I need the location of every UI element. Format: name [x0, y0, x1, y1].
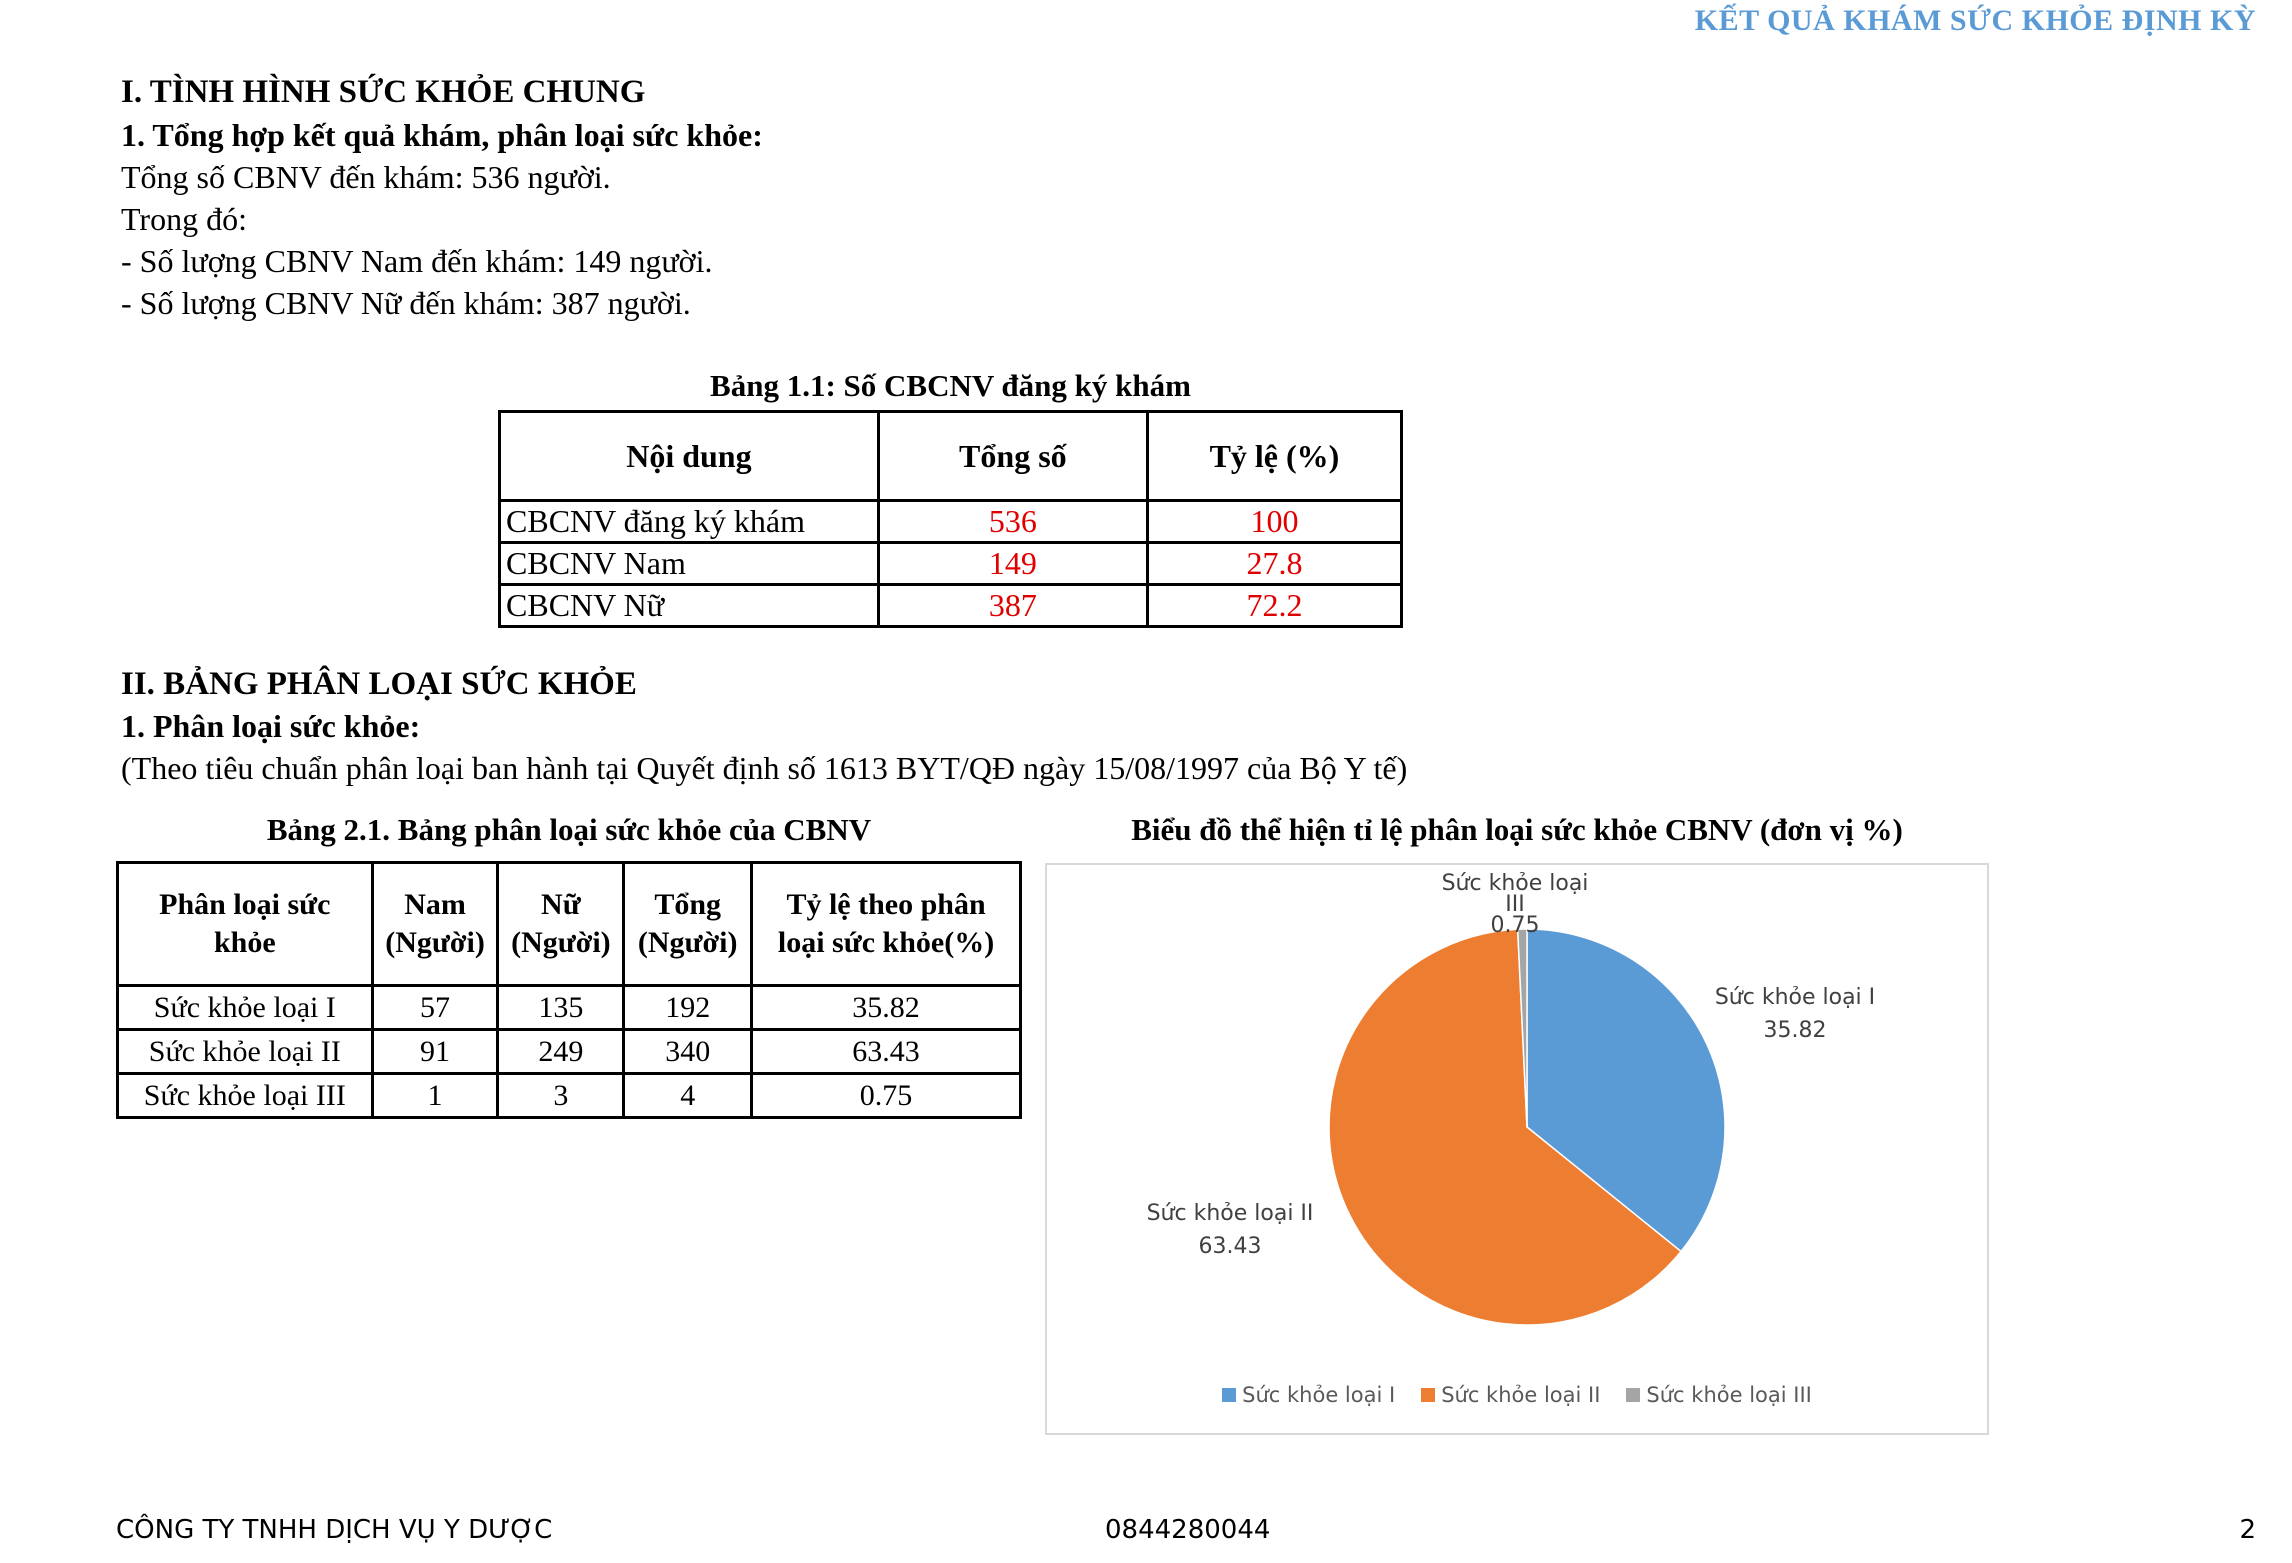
column-header: Tỷ lệ theo phân loại sức khỏe(%) — [752, 863, 1021, 986]
pie-chart — [1045, 863, 1989, 1435]
footer-page-number: 2 — [2239, 1515, 2256, 1545]
female-cell: 135 — [498, 986, 624, 1030]
table-row — [500, 543, 1402, 585]
data-label-class-3: Sức khỏe loại III 0.75 — [1441, 871, 1589, 938]
total-cell: 192 — [624, 986, 752, 1030]
footer-phone: 0844280044 — [1105, 1515, 1271, 1545]
table-1-caption: Bảng 1.1: Số CBCNV đăng ký khám — [710, 368, 1191, 403]
legend-swatch-blue — [1222, 1388, 1236, 1402]
row-label: CBCNV Nữ — [500, 585, 879, 627]
total-cell: 4 — [624, 1074, 752, 1118]
male-cell: 91 — [372, 1030, 498, 1074]
column-header: Tổng (Người) — [624, 863, 752, 986]
class-cell: Sức khỏe loại III — [118, 1074, 373, 1118]
section-2-subheading: 1. Phân loại sức khỏe: — [121, 708, 421, 744]
registration-table — [498, 410, 1403, 628]
data-label-class-1: Sức khỏe loại I 35.82 — [1714, 985, 1876, 1043]
table-row — [118, 1074, 1021, 1118]
table-header-row — [118, 863, 1021, 986]
percent-cell: 72.2 — [1147, 585, 1401, 627]
column-header: Tỷ lệ (%) — [1147, 412, 1401, 501]
female-cell: 249 — [498, 1030, 624, 1074]
legend-item: Sức khỏe loại II — [1421, 1383, 1600, 1407]
row-label: CBCNV Nam — [500, 543, 879, 585]
document-header-title: KẾT QUẢ KHÁM SỨC KHỎE ĐỊNH KỲ — [1694, 4, 2256, 37]
total-cell: 387 — [878, 585, 1147, 627]
chart-legend — [1045, 1383, 1989, 1407]
table-row — [118, 1030, 1021, 1074]
section-1-heading: I. TÌNH HÌNH SỨC KHỎE CHUNG — [121, 74, 646, 110]
breakdown-label: Trong đó: — [121, 201, 247, 237]
legend-swatch-orange — [1421, 1388, 1435, 1402]
table-row — [500, 501, 1402, 543]
male-cell: 57 — [372, 986, 498, 1030]
data-label-class-2: Sức khỏe loại II 63.43 — [1146, 1201, 1314, 1259]
legend-item: Sức khỏe loại III — [1626, 1383, 1811, 1407]
class-cell: Sức khỏe loại II — [118, 1030, 373, 1074]
total-staff-line: Tổng số CBNV đến khám: 536 người. — [121, 159, 611, 195]
class-cell: Sức khỏe loại I — [118, 986, 373, 1030]
chart-title: Biểu đồ thể hiện tỉ lệ phân loại sức khỏe CBNV (đơn vị %) — [1131, 812, 1903, 847]
legend-item: Sức khỏe loại I — [1222, 1383, 1395, 1407]
row-label: CBCNV đăng ký khám — [500, 501, 879, 543]
male-cell: 1 — [372, 1074, 498, 1118]
column-header: Tổng số — [878, 412, 1147, 501]
column-header: Nam (Người) — [372, 863, 498, 986]
female-cell: 3 — [498, 1074, 624, 1118]
percent-cell: 0.75 — [752, 1074, 1021, 1118]
column-header: Phân loại sức khỏe — [118, 863, 373, 986]
total-cell: 340 — [624, 1030, 752, 1074]
percent-cell: 100 — [1147, 501, 1401, 543]
table-row — [500, 585, 1402, 627]
section-2-heading: II. BẢNG PHÂN LOẠI SỨC KHỎE — [121, 666, 637, 702]
legend-swatch-gray — [1626, 1388, 1640, 1402]
female-staff-line: - Số lượng CBNV Nữ đến khám: 387 người. — [121, 285, 691, 321]
percent-cell: 35.82 — [752, 986, 1021, 1030]
column-header: Nữ (Người) — [498, 863, 624, 986]
total-cell: 536 — [878, 501, 1147, 543]
male-staff-line: - Số lượng CBNV Nam đến khám: 149 người. — [121, 243, 713, 279]
standard-note: (Theo tiêu chuẩn phân loại ban hành tại Quyết định số 1613 BYT/QĐ ngày 15/08/1997 của Bộ Y tế) — [121, 750, 1408, 786]
table-header-row — [500, 412, 1402, 501]
footer-company: CÔNG TY TNHH DỊCH VỤ Y DƯỢC — [116, 1515, 553, 1545]
percent-cell: 63.43 — [752, 1030, 1021, 1074]
classification-table — [116, 861, 1022, 1119]
column-header: Nội dung — [500, 412, 879, 501]
table-2-caption: Bảng 2.1. Bảng phân loại sức khỏe của CBNV — [266, 812, 872, 847]
percent-cell: 27.8 — [1147, 543, 1401, 585]
total-cell: 149 — [878, 543, 1147, 585]
table-row — [118, 986, 1021, 1030]
section-1-subheading: 1. Tổng hợp kết quả khám, phân loại sức khỏe: — [121, 117, 763, 153]
